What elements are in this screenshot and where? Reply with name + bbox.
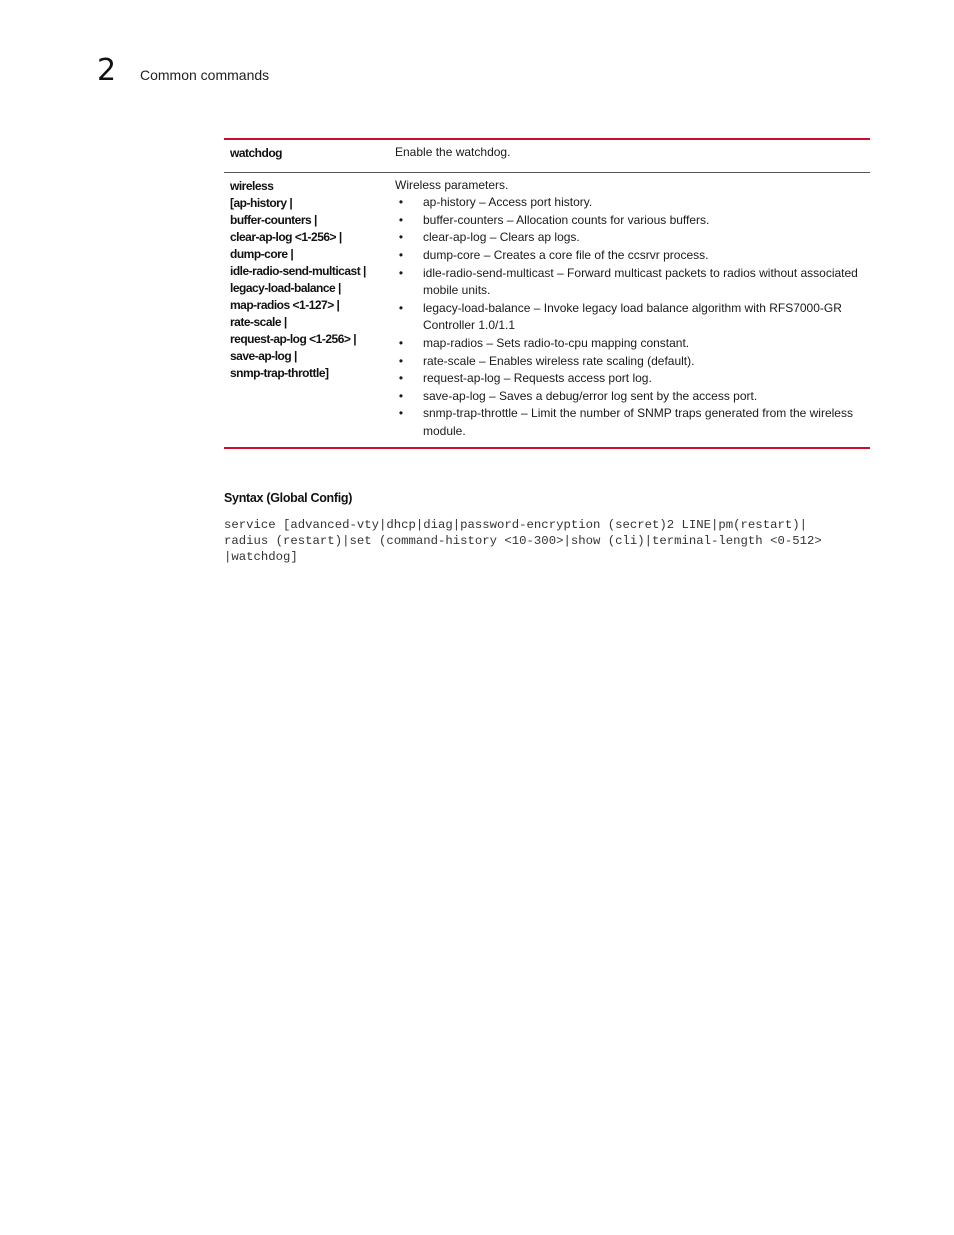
list-item-text: dump-core – Creates a core file of the ccsrvr process. bbox=[423, 247, 709, 262]
list-item-text: save-ap-log – Saves a debug/error log sent by the access port. bbox=[423, 388, 758, 403]
parameter-description-cell bbox=[388, 173, 870, 447]
parameter-table bbox=[224, 138, 870, 449]
list-item-text: legacy-load-balance – Invoke legacy load balance algorithm with RFS7000-GR Controller 1.0/1.1 bbox=[423, 300, 842, 333]
list-item-text: ap-history – Access port history. bbox=[423, 195, 593, 210]
list-item bbox=[395, 405, 864, 440]
list-item bbox=[395, 370, 864, 388]
syntax-code-block bbox=[224, 517, 874, 565]
list-item-text: request-ap-log – Requests access port log. bbox=[423, 371, 652, 386]
syntax-line: radius (restart)|set (command-history <10-300>|show (cli)|terminal-length <0-512> bbox=[224, 534, 822, 548]
parameter-option: legacy-load-balance | bbox=[230, 280, 341, 295]
list-item-text: map-radios – Sets radio-to-cpu mapping constant. bbox=[423, 335, 690, 350]
list-item bbox=[395, 265, 864, 300]
section-heading: Syntax (Global Config) bbox=[224, 491, 353, 505]
parameter-name-cell bbox=[224, 140, 388, 172]
list-item bbox=[395, 353, 864, 371]
list-item-text: rate-scale – Enables wireless rate scaling (default). bbox=[423, 353, 695, 368]
list-item-text: idle-radio-send-multicast – Forward multicast packets to radios without associated mobile units. bbox=[423, 265, 858, 298]
parameter-option: snmp-trap-throttle] bbox=[230, 365, 329, 380]
option-bullet-list bbox=[395, 194, 864, 440]
list-item bbox=[395, 388, 864, 406]
chapter-title: Common commands bbox=[140, 67, 270, 83]
table-row-watchdog bbox=[224, 140, 870, 172]
parameter-option: save-ap-log | bbox=[230, 348, 297, 363]
chapter-number: 2 bbox=[97, 53, 117, 88]
list-item bbox=[395, 300, 864, 335]
list-item bbox=[395, 212, 864, 230]
parameter-name-cell bbox=[224, 173, 388, 447]
list-item-text: snmp-trap-throttle – Limit the number of SNMP traps generated from the wireless module. bbox=[423, 406, 853, 438]
parameter-option: request-ap-log <1-256> | bbox=[230, 331, 357, 346]
parameter-option: dump-core | bbox=[230, 246, 294, 261]
bullet-icon: • bbox=[398, 195, 404, 210]
bullet-icon: • bbox=[398, 265, 404, 280]
parameter-option: [ap-history | bbox=[230, 195, 293, 210]
parameter-option: rate-scale | bbox=[230, 314, 287, 329]
bullet-icon: • bbox=[398, 300, 404, 315]
parameter-description-cell bbox=[388, 140, 870, 172]
bullet-icon: • bbox=[398, 388, 404, 403]
bullet-icon: • bbox=[398, 371, 404, 386]
syntax-line: service [advanced-vty|dhcp|diag|password-encryption (secret)2 LINE|pm(restart)| bbox=[224, 518, 807, 532]
parameter-option: clear-ap-log <1-256> | bbox=[230, 229, 342, 244]
parameter-description: Wireless parameters. bbox=[395, 177, 509, 192]
parameter-name: watchdog bbox=[230, 146, 282, 160]
syntax-line: |watchdog] bbox=[224, 550, 298, 564]
parameter-name: wireless bbox=[230, 178, 274, 193]
list-item bbox=[395, 194, 864, 212]
bullet-icon: • bbox=[398, 406, 404, 421]
list-item-text: clear-ap-log – Clears ap logs. bbox=[423, 230, 580, 245]
table-row-wireless bbox=[224, 172, 870, 447]
list-item-text: buffer-counters – Allocation counts for various buffers. bbox=[423, 212, 710, 227]
bullet-icon: • bbox=[398, 212, 404, 227]
bullet-icon: • bbox=[398, 353, 404, 368]
parameter-description: Enable the watchdog. bbox=[395, 145, 511, 159]
bullet-icon: • bbox=[398, 247, 404, 262]
bullet-icon: • bbox=[398, 230, 404, 245]
parameter-option: map-radios <1-127> | bbox=[230, 297, 340, 312]
bullet-icon: • bbox=[398, 335, 404, 350]
parameter-option: buffer-counters | bbox=[230, 212, 317, 227]
list-item bbox=[395, 247, 864, 265]
list-item bbox=[395, 335, 864, 353]
list-item bbox=[395, 229, 864, 247]
parameter-option: idle-radio-send-multicast | bbox=[230, 263, 366, 278]
